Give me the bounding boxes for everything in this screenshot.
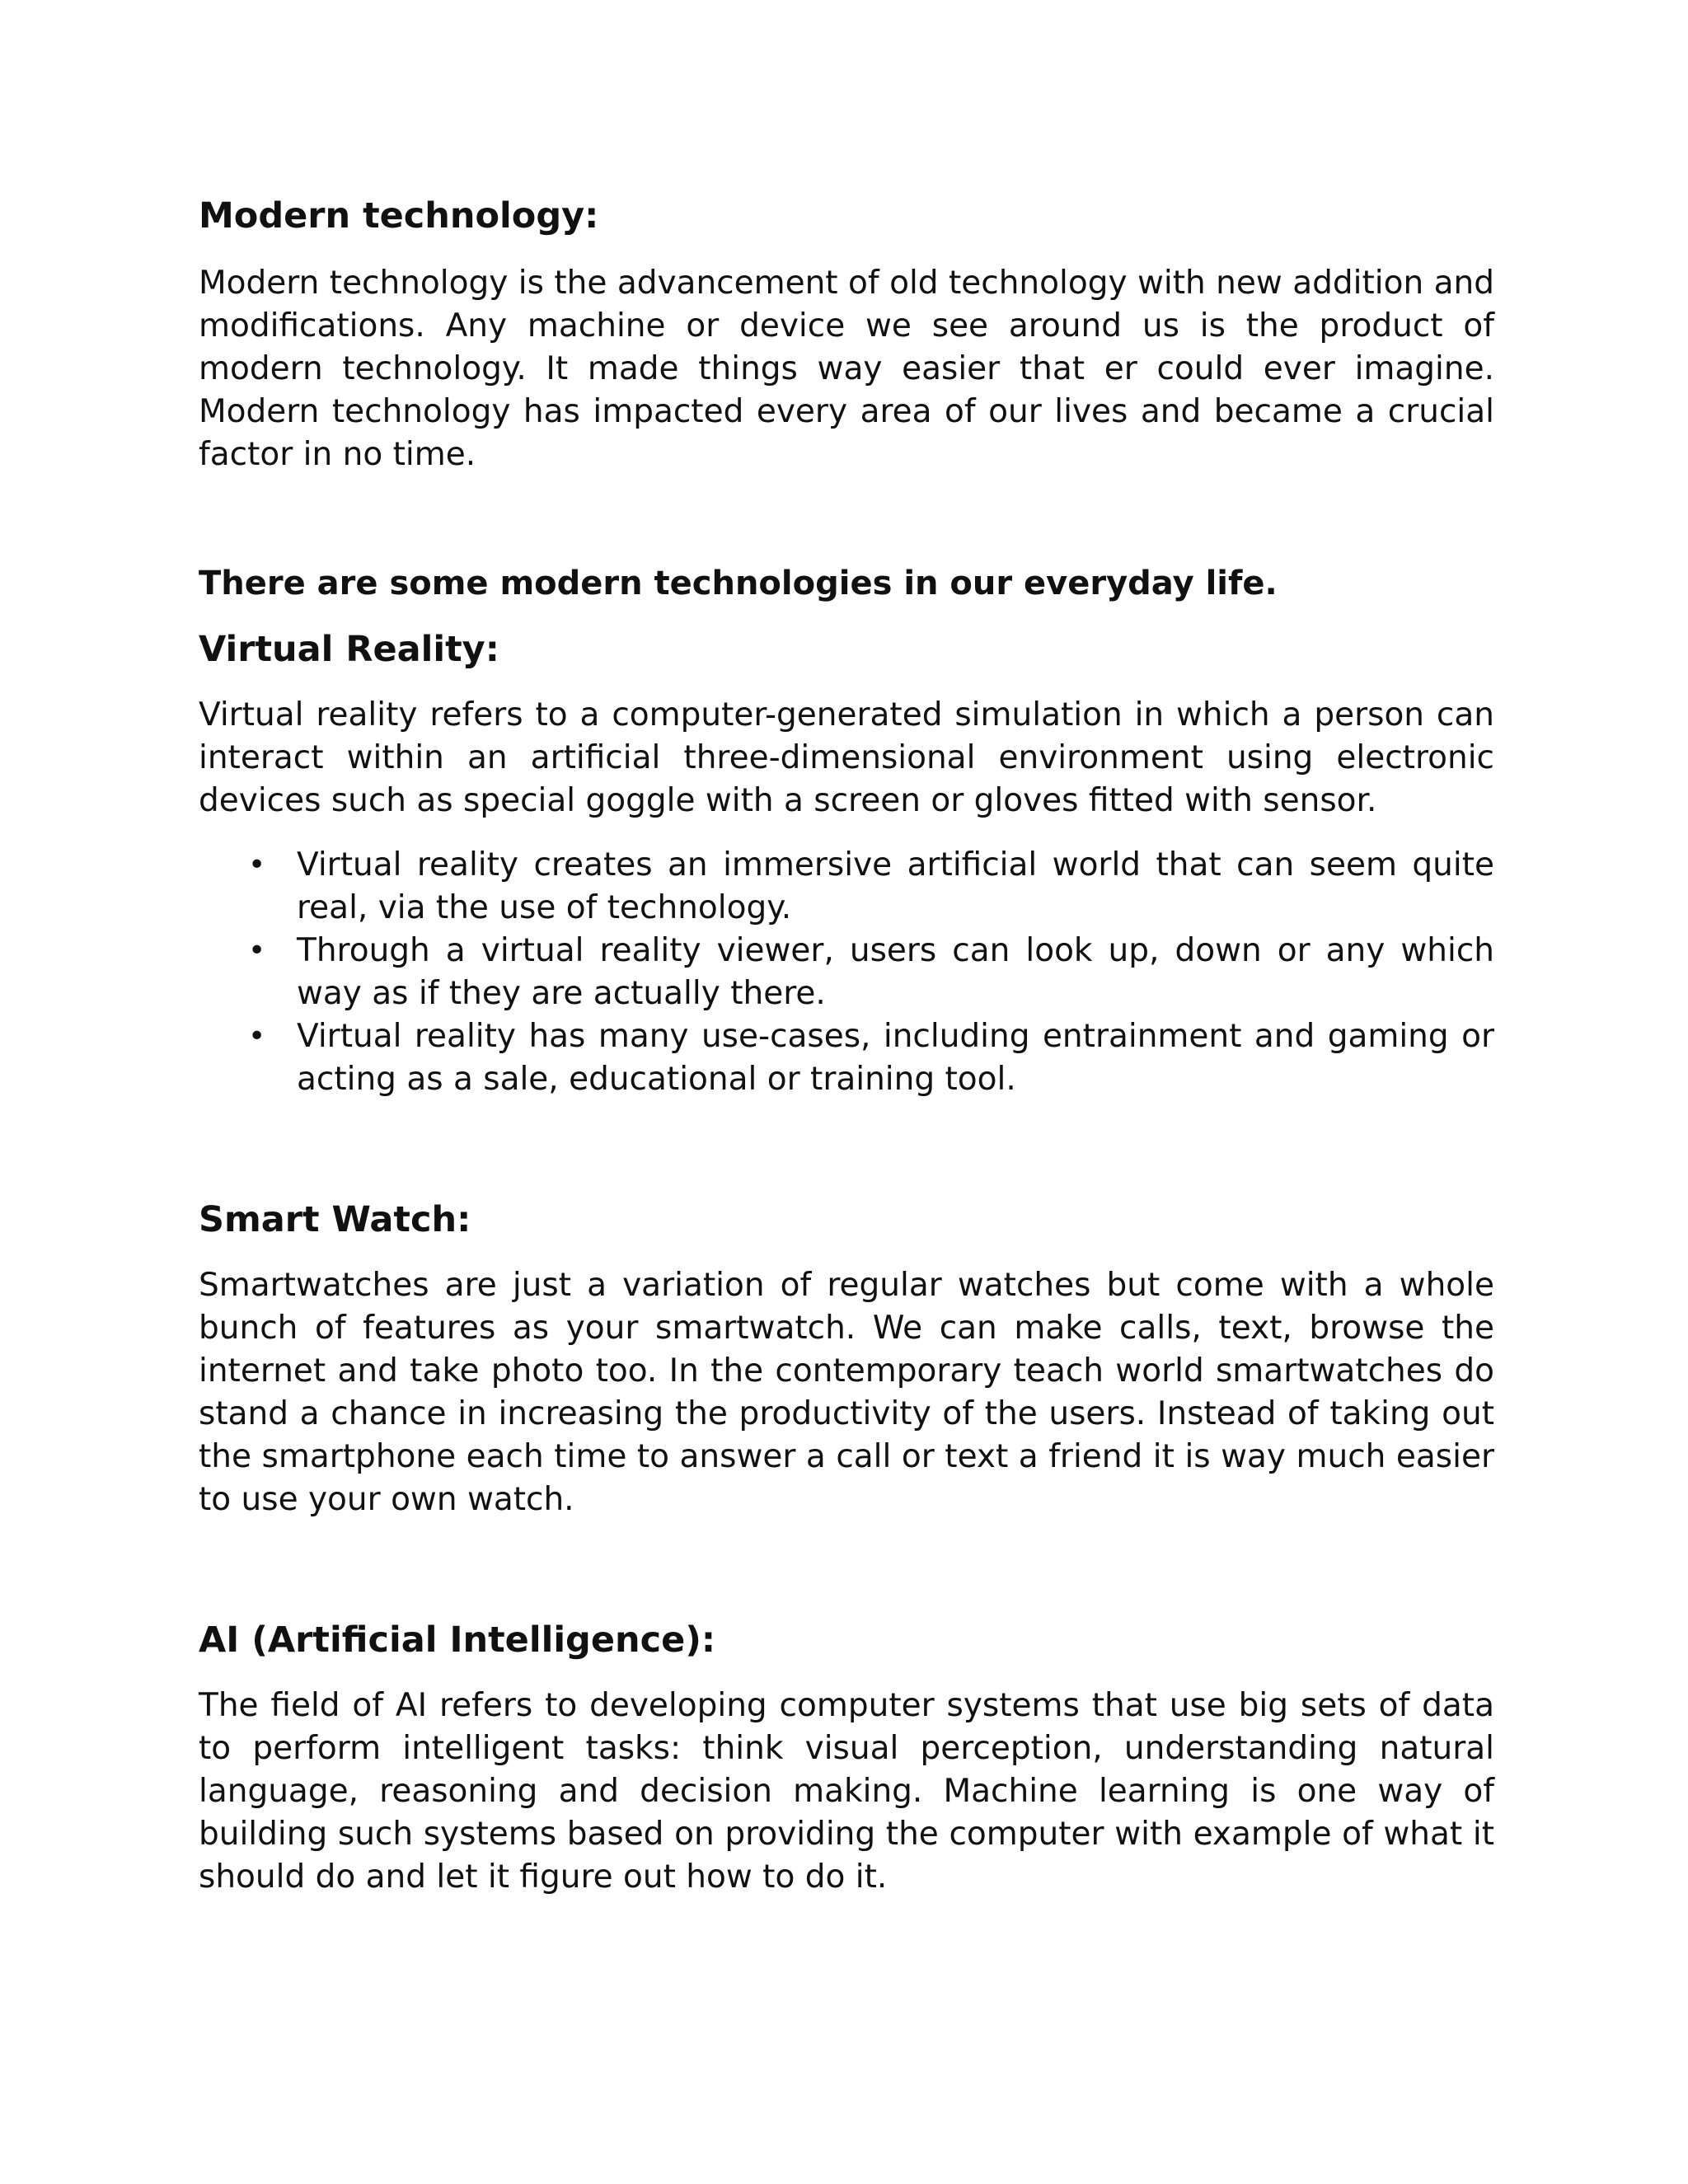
bullet-text: Virtual reality has many use-cases, including entrainment and gaming or acting as a sale, educational or training tool. <box>297 1018 1494 1098</box>
everyday-technologies-lead: There are some modern technologies in our everyday life. <box>199 565 1278 602</box>
modern-technology-heading: Modern technology: <box>199 195 599 237</box>
ai-heading: AI (Artificial Intelligence): <box>199 1619 716 1661</box>
bullet-icon: • <box>248 934 266 968</box>
bullet-text: Virtual reality creates an immersive artificial world that can seem quite real, via the use of technology. <box>297 846 1494 926</box>
smart-watch-heading: Smart Watch: <box>199 1199 471 1240</box>
virtual-reality-heading: Virtual Reality: <box>199 629 499 670</box>
bullet-icon: • <box>248 1019 266 1053</box>
document-page <box>199 194 1494 1899</box>
virtual-reality-paragraph: Virtual reality refers to a computer-generated simulation in which a person can interact within an artificial three-dimensional environment using electronic devices such as special goggle with a screen or gloves fitted with sensor. <box>199 696 1494 819</box>
smart-watch-paragraph: Smartwatches are just a variation of regular watches but come with a whole bunch of features as your smartwatch. We can make calls, text, browse the internet and take photo too. In the contemporary teach world smartwatches do stand a chance in increasing the productivity of the users. Instead of taking out the smartphone each time to answer a call or text a friend it is way much easier to use your own watch. <box>199 1267 1494 1518</box>
bullet-item <box>199 844 1494 930</box>
bullet-item <box>199 930 1494 1015</box>
bullet-text: Through a virtual reality viewer, users can look up, down or any which way as if they are actually there. <box>297 932 1494 1012</box>
modern-technology-paragraph: Modern technology is the advancement of old technology with new addition and modifications. Any machine or device we see around us is the product of modern technology. It made things way easier that er could ever imagine. Modern technology has impacted every area of our lives and became a crucial factor in no time. <box>199 265 1494 473</box>
bullet-item <box>199 1015 1494 1101</box>
virtual-reality-bullet-list <box>199 844 1494 1101</box>
ai-paragraph: The field of AI refers to developing computer systems that use big sets of data to perform intelligent tasks: think visual perception, understanding natural language, reasoning and decision making. Machine learning is one way of building such systems based on providing the computer with example of what it should do and let it figure out how to do it. <box>199 1687 1494 1896</box>
bullet-icon: • <box>248 848 266 882</box>
